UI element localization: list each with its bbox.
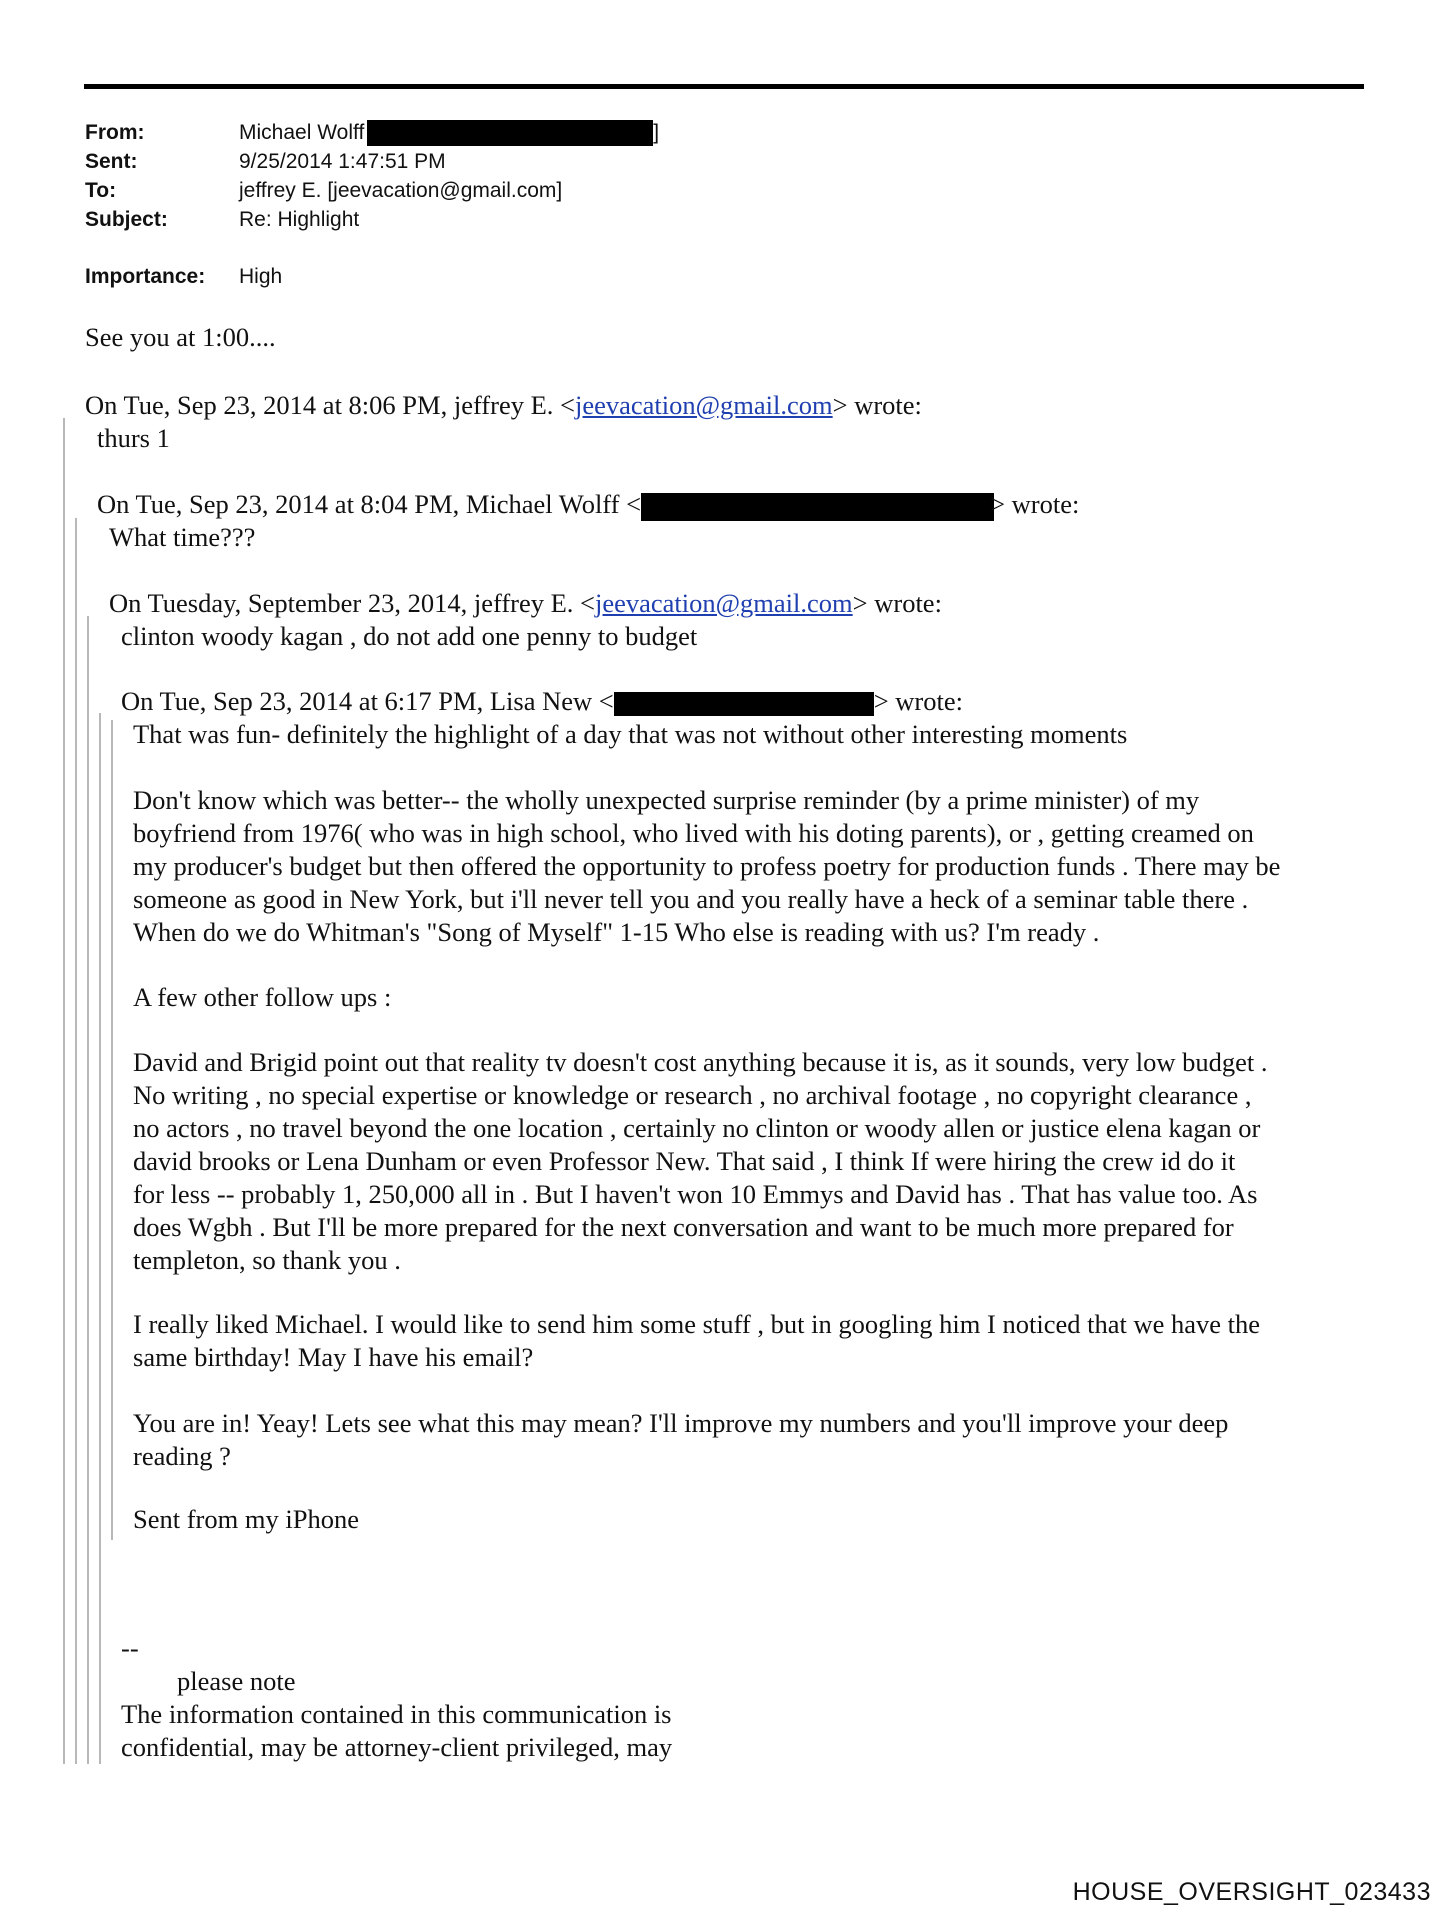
- paragraph-line: no actors , no travel beyond the one location , certainly no clinton or woody allen or justice elena kagan or: [133, 1113, 1261, 1143]
- paragraph-line: boyfriend from 1976( who was in high school, who lived with his doting parents), or , getting creamed on: [133, 818, 1254, 848]
- subject-label: Subject:: [85, 208, 168, 231]
- from-label: From:: [85, 121, 145, 144]
- sent-value: 9/25/2014 1:47:51 PM: [239, 150, 446, 173]
- paragraph-line: A few other follow ups :: [133, 982, 392, 1012]
- bates-number: HOUSE_OVERSIGHT_023433: [1072, 1878, 1431, 1906]
- from-bracket: ]: [653, 121, 660, 144]
- paragraph-line: Don't know which was better-- the wholly unexpected surprise reminder (by a prime minister) of my: [133, 785, 1200, 815]
- paragraph-line: Sent from my iPhone: [133, 1504, 359, 1534]
- quote-attribution: [121, 686, 963, 717]
- attribution-text: On Tuesday, September 23, 2014, jeffrey E. <: [109, 588, 595, 618]
- importance-label: Importance:: [85, 265, 206, 288]
- paragraph-line: my producer's budget but then offered the opportunity to profess poetry for production funds . There may be: [133, 851, 1281, 881]
- reply-text: See you at 1:00....: [85, 322, 276, 352]
- attribution-text: On Tue, Sep 23, 2014 at 8:04 PM, Michael Wolff <: [97, 489, 642, 519]
- paragraph-line: someone as good in New York, but i'll never tell you and you really have a heck of a seminar table there .: [133, 884, 1249, 914]
- redaction-box: [641, 493, 994, 521]
- paragraph-line: That was fun- definitely the highlight of a day that was not without other interesting moments: [133, 719, 1128, 749]
- paragraph-line: I really liked Michael. I would like to send him some stuff , but in googling him I noticed that we have the: [133, 1309, 1261, 1339]
- paragraph-line: You are in! Yeay! Lets see what this may mean? I'll improve my numbers and you'll improve your deep: [133, 1408, 1229, 1438]
- quote-attribution: [97, 489, 1079, 521]
- sent-from-line: [133, 1503, 359, 1536]
- paragraph-line: same birthday! May I have his email?: [133, 1342, 534, 1372]
- disclaimer-line: The information contained in this communication is: [121, 1699, 672, 1729]
- signature-dashes: --: [121, 1633, 139, 1663]
- paragraph-line: David and Brigid point out that reality tv doesn't cost anything because it is, as it sounds, very low budget .: [133, 1047, 1268, 1077]
- signature-note: please note: [177, 1666, 296, 1696]
- attribution-text: On Tue, Sep 23, 2014 at 6:17 PM, Lisa New <: [121, 686, 614, 716]
- email-link[interactable]: jeevacation@gmail.com: [595, 588, 853, 618]
- attribution-text: > wrote:: [852, 588, 942, 618]
- attribution-text: > wrote:: [873, 686, 963, 716]
- to-value: jeffrey E. [jeevacation@gmail.com]: [239, 179, 563, 202]
- disclaimer-line: confidential, may be attorney-client privileged, may: [121, 1732, 673, 1762]
- subject-value: Re: Highlight: [239, 208, 360, 231]
- message-paragraph: [133, 784, 1280, 949]
- signature-block: [121, 1632, 672, 1764]
- message-paragraph: [133, 1046, 1268, 1277]
- paragraph-line: When do we do Whitman's "Song of Myself" 1-15 Who else is reading with us? I'm ready .: [133, 917, 1100, 947]
- paragraph-line: does Wgbh . But I'll be more prepared for the next conversation and want to be much more prepared for: [133, 1212, 1234, 1242]
- paragraph-line: reading ?: [133, 1441, 231, 1471]
- quote-bar: [99, 713, 101, 1764]
- paragraph-line: david brooks or Lena Dunham or even Professor New. That said , I think If were hiring the crew id do it: [133, 1146, 1236, 1176]
- attribution-text: On Tue, Sep 23, 2014 at 8:06 PM, jeffrey E. <: [85, 390, 575, 420]
- redaction-box: [367, 120, 653, 146]
- from-value: [239, 118, 659, 147]
- message-paragraph: [133, 981, 391, 1014]
- quote-bar: [75, 518, 77, 1764]
- quote-attribution: [109, 588, 942, 619]
- quote-attribution: [85, 390, 922, 421]
- message-paragraph: [133, 1308, 1260, 1374]
- paragraph-line: No writing , no special expertise or knowledge or research , no archival footage , no copyright clearance ,: [133, 1080, 1252, 1110]
- redaction-box: [614, 692, 874, 716]
- importance-value: High: [239, 265, 283, 288]
- quote-bar: [111, 720, 113, 1540]
- quote-bar: [63, 418, 65, 1764]
- attribution-text: > wrote:: [832, 390, 922, 420]
- email-link[interactable]: jeevacation@gmail.com: [574, 390, 833, 420]
- message-paragraph: [133, 1407, 1228, 1473]
- paragraph-line: templeton, so thank you .: [133, 1245, 401, 1275]
- sent-label: Sent:: [85, 150, 138, 173]
- header-rule: [84, 84, 1364, 89]
- to-label: To:: [85, 179, 117, 202]
- quote-text: What time???: [109, 522, 256, 552]
- message-paragraph: [133, 718, 1127, 751]
- attribution-text: > wrote:: [990, 489, 1080, 519]
- quote-bar: [87, 616, 89, 1764]
- quote-text: thurs 1: [97, 423, 170, 453]
- from-name: Michael Wolff: [239, 121, 365, 144]
- paragraph-line: for less -- probably 1, 250,000 all in . But I haven't won 10 Emmys and David has . That has value too. As: [133, 1179, 1258, 1209]
- quote-text: clinton woody kagan , do not add one penny to budget: [121, 621, 698, 651]
